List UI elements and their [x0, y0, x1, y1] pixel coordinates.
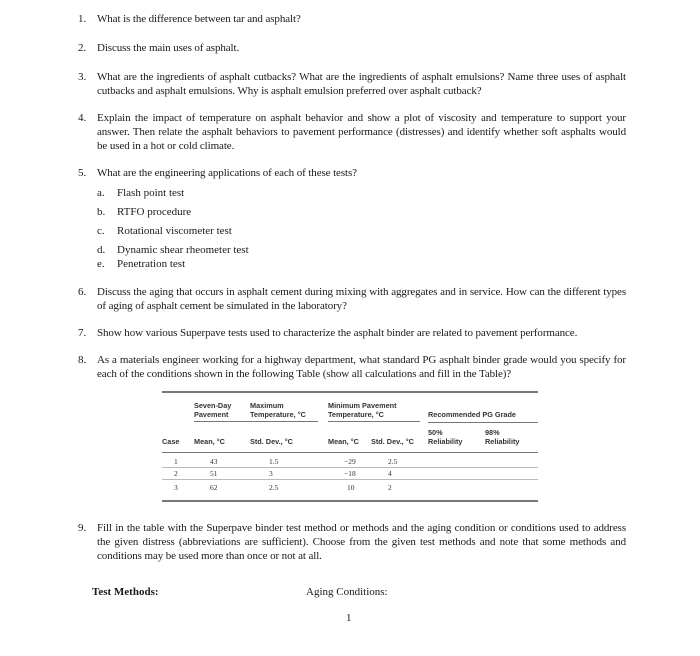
cell-case: 3: [174, 483, 178, 492]
question-number: 5.: [78, 167, 87, 179]
cell-max-mean: 51: [210, 469, 218, 478]
question-text: Discuss the main uses of asphalt.: [97, 42, 240, 54]
table-bottom-rule: [162, 500, 538, 502]
question-4: [78, 111, 626, 153]
question-3: [78, 70, 626, 98]
header-max-temp: Maximum Temperature, °C: [250, 401, 306, 419]
question-8: [78, 353, 626, 381]
row-rule: [162, 479, 538, 480]
question-7: [78, 326, 626, 340]
subitem-text: Penetration test: [117, 258, 186, 270]
header-min-std: Std. Dev., °C: [371, 437, 414, 446]
question-6: [78, 285, 626, 313]
aging-item-1: 1: [346, 612, 352, 624]
footer-labels: [78, 585, 626, 599]
subitem-text: Flash point test: [117, 187, 185, 199]
question-number: 1.: [78, 13, 87, 25]
subitem-text: Rotational viscometer test: [117, 225, 232, 237]
test-methods-label: Test Methods:: [92, 586, 159, 598]
cell-max-mean: 43: [210, 457, 218, 466]
question-text: Fill in the table with the Superpave binder test method or methods and the aging condition or conditions used to address the given distress (abbreviations are sufficient). Choose from the given test methods and note that some methods and conditions may be used more than once or not at all.: [97, 522, 626, 562]
question-5: [78, 166, 626, 180]
cell-min-std: 2.5: [388, 457, 398, 466]
header-98-reliability: 98% Reliability: [485, 428, 520, 446]
question-number: 2.: [78, 42, 87, 54]
question-text: As a materials engineer working for a highway department, what standard PG asphalt binder grade would you specify for each of the conditions shown in the following Table (show all calculations and fill in the Table)?: [97, 354, 626, 380]
question-text: Explain the impact of temperature on asphalt behavior and show a plot of viscosity and temperature to support your answer. Then relate the asphalt behaviors to pavement performance (distresses) and identify whether soft asphalts would be used in a hot or cold climate.: [97, 112, 626, 152]
cell-min-std: 2: [388, 483, 392, 492]
question-1: [78, 12, 626, 26]
header-pg-grade: Recommended PG Grade: [428, 410, 516, 419]
question-text: What are the ingredients of asphalt cutbacks? What are the ingredients of asphalt emulsions? Name three uses of asphalt cutbacks and asphalt emulsions. Why is asphalt emulsion preferred over asphalt cutback?: [97, 71, 626, 97]
rule: [428, 422, 538, 423]
header-seven-day: Seven-Day Pavement: [194, 401, 232, 419]
cell-max-std: 3: [269, 469, 273, 478]
subitem-c: [97, 224, 626, 238]
subitem-label: b.: [97, 206, 106, 218]
row-rule: [162, 467, 538, 468]
question-2: [78, 41, 626, 55]
question-text: Show how various Superpave tests used to characterize the asphalt binder are related to pavement performance.: [97, 327, 578, 339]
cell-case: 2: [174, 469, 178, 478]
question-number: 7.: [78, 327, 87, 339]
table-top-rule: [162, 391, 538, 393]
cell-min-mean: −18: [344, 469, 356, 478]
header-case: Case: [162, 437, 180, 446]
header-50-reliability: 50% Reliability: [428, 428, 463, 446]
cell-max-std: 2.5: [269, 483, 279, 492]
subitem-b: [97, 205, 626, 219]
pg-grade-table: [162, 389, 538, 505]
aging-conditions-label: Aging Conditions:: [306, 586, 388, 598]
subitem-text: RTFO procedure: [117, 206, 192, 218]
subitem-text: Dynamic shear rheometer test: [117, 244, 249, 256]
header-max-std: Std. Dev., °C: [250, 437, 293, 446]
cell-max-std: 1.5: [269, 457, 279, 466]
cell-min-mean: −29: [344, 457, 356, 466]
question-9: [78, 521, 626, 563]
question-text: What are the engineering applications of each of these tests?: [97, 167, 357, 179]
question-text: What is the difference between tar and asphalt?: [97, 13, 301, 25]
subitem-e: [97, 257, 626, 271]
question-number: 8.: [78, 354, 87, 366]
rule: [328, 421, 420, 422]
subitem-label: a.: [97, 187, 105, 199]
question-number: 3.: [78, 71, 87, 83]
header-min-temp: Minimum Pavement Temperature, °C: [328, 401, 397, 419]
cell-min-mean: 10: [347, 483, 355, 492]
rule: [162, 452, 538, 453]
question-number: 9.: [78, 522, 87, 534]
question-number: 4.: [78, 112, 87, 124]
cell-case: 1: [174, 457, 178, 466]
subitem-a: [97, 186, 626, 200]
question-text: Discuss the aging that occurs in asphalt cement during mixing with aggregates and in service. How can the different types of aging of asphalt cement be simulated in the laboratory?: [97, 286, 626, 312]
rule: [194, 421, 318, 422]
cell-min-std: 4: [388, 469, 392, 478]
question-number: 6.: [78, 286, 87, 298]
header-min-mean: Mean, °C: [328, 437, 359, 446]
cell-max-mean: 62: [210, 483, 218, 492]
subitem-label: c.: [97, 225, 105, 237]
subitem-label: d.: [97, 244, 106, 256]
subitem-label: e.: [97, 258, 105, 270]
header-max-mean: Mean, °C: [194, 437, 225, 446]
subitem-d: [97, 243, 626, 257]
